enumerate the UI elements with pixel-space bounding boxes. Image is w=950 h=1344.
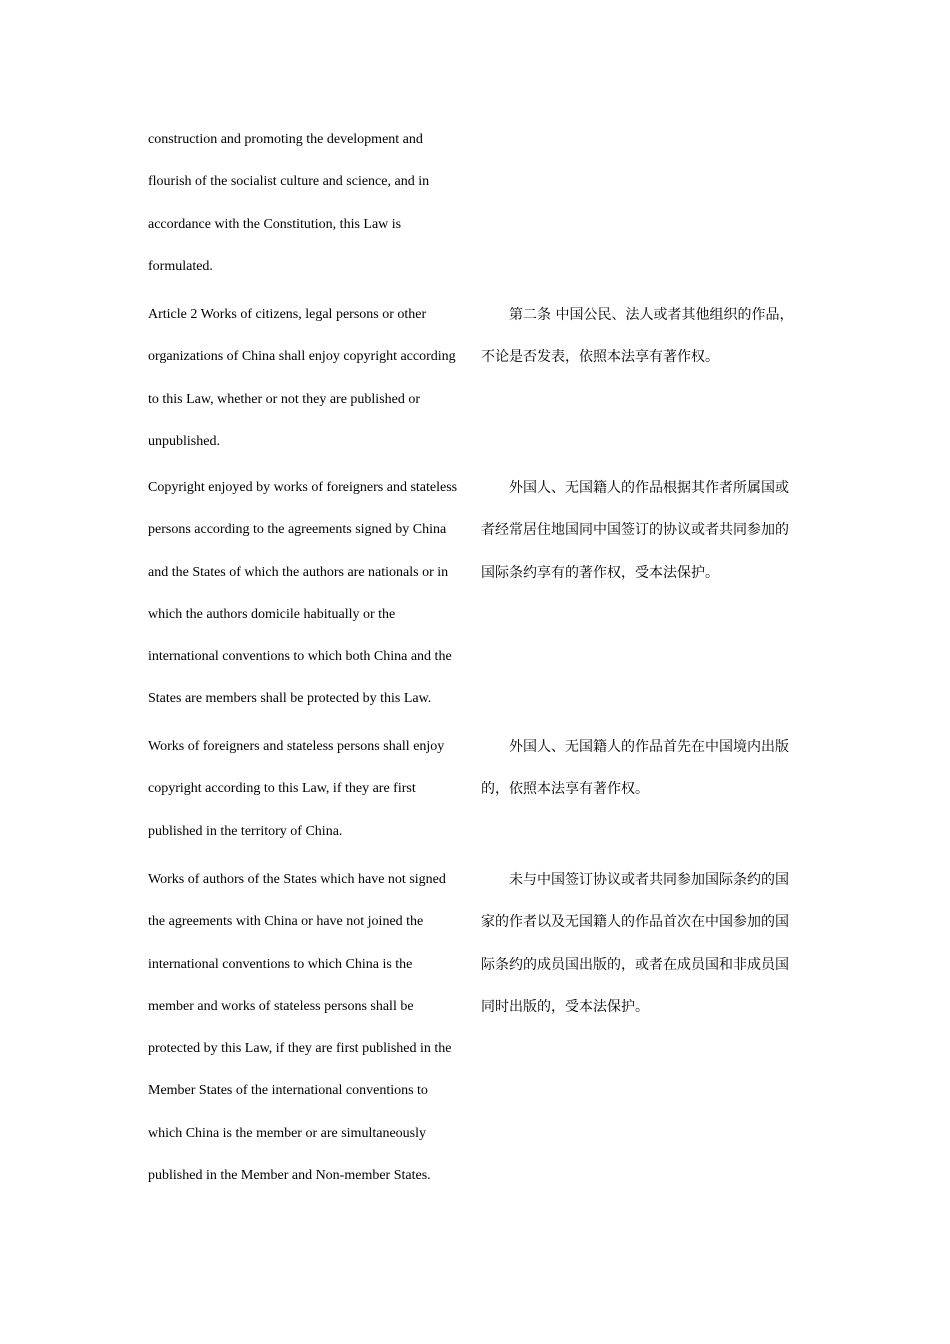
chinese-line: 第二条 中国公民、法人或者其他组织的作品，: [509, 307, 794, 323]
english-column: [148, 133, 473, 302]
english-line: published in the Member and Non-member States.: [148, 1168, 431, 1184]
english-column: [148, 308, 473, 477]
english-line: protected by this Law, if they are first published in the: [148, 1041, 452, 1057]
english-line: States are members shall be protected by this Law.: [148, 691, 432, 707]
chinese-line: 外国人、无国籍人的作品根据其作者所属国或: [509, 480, 789, 496]
english-line: published in the territory of China.: [148, 823, 343, 839]
english-line: the agreements with China or have not joined the: [148, 914, 424, 930]
english-column: [148, 481, 473, 735]
english-line: international conventions to which China is the: [148, 956, 413, 972]
english-line: and the States of which the authors are nationals or in: [148, 564, 449, 580]
english-column: [148, 873, 473, 1211]
english-line: formulated.: [148, 258, 213, 274]
english-line: accordance with the Constitution, this Law is: [148, 216, 402, 232]
chinese-line: 同时出版的，受本法保护。: [481, 998, 649, 1015]
english-line: flourish of the socialist culture and science, and in: [148, 174, 430, 190]
chinese-line: 际条约的成员国出版的，或者在成员国和非成员国: [481, 956, 789, 973]
chinese-line: 国际条约享有的著作权，受本法保护。: [481, 564, 719, 581]
english-line: Member States of the international conventions to: [148, 1083, 428, 1099]
english-line: construction and promoting the development and: [148, 132, 423, 147]
english-line: member and works of stateless persons shall be: [148, 998, 414, 1014]
english-line: persons according to the agreements signed by China: [148, 522, 447, 538]
chinese-line: 者经常居住地国同中国签订的协议或者共同参加的: [481, 522, 789, 539]
english-line: Works of foreigners and stateless persons shall enjoy: [148, 739, 445, 754]
chinese-line: 家的作者以及无国籍人的作品首次在中国参加的国: [481, 914, 789, 931]
chinese-line: 不论是否发表，依照本法享有著作权。: [481, 349, 719, 366]
english-line: Article 2 Works of citizens, legal persons or other: [148, 307, 427, 322]
english-line: which the authors domicile habitually or the: [148, 606, 396, 622]
english-line: international conventions to which both China and the: [148, 649, 452, 665]
english-line: Works of authors of the States which have not signed: [148, 872, 446, 887]
chinese-line: 外国人、无国籍人的作品首先在中国境内出版: [509, 739, 789, 755]
english-line: to this Law, whether or not they are published or: [148, 391, 421, 407]
chinese-column: [481, 740, 801, 825]
english-line: which China is the member or are simultaneously: [148, 1125, 426, 1141]
english-column: [148, 740, 473, 867]
chinese-line: 的，依照本法享有著作权。: [481, 781, 649, 798]
english-line: unpublished.: [148, 433, 220, 449]
chinese-column: [481, 481, 801, 608]
chinese-column: [481, 308, 801, 393]
chinese-line: 未与中国签订协议或者共同参加国际条约的国: [509, 872, 789, 888]
chinese-column: [481, 873, 801, 1042]
english-line: organizations of China shall enjoy copyright according: [148, 349, 456, 365]
english-line: Copyright enjoyed by works of foreigners and stateless: [148, 480, 458, 495]
english-line: copyright according to this Law, if they are first: [148, 781, 416, 797]
